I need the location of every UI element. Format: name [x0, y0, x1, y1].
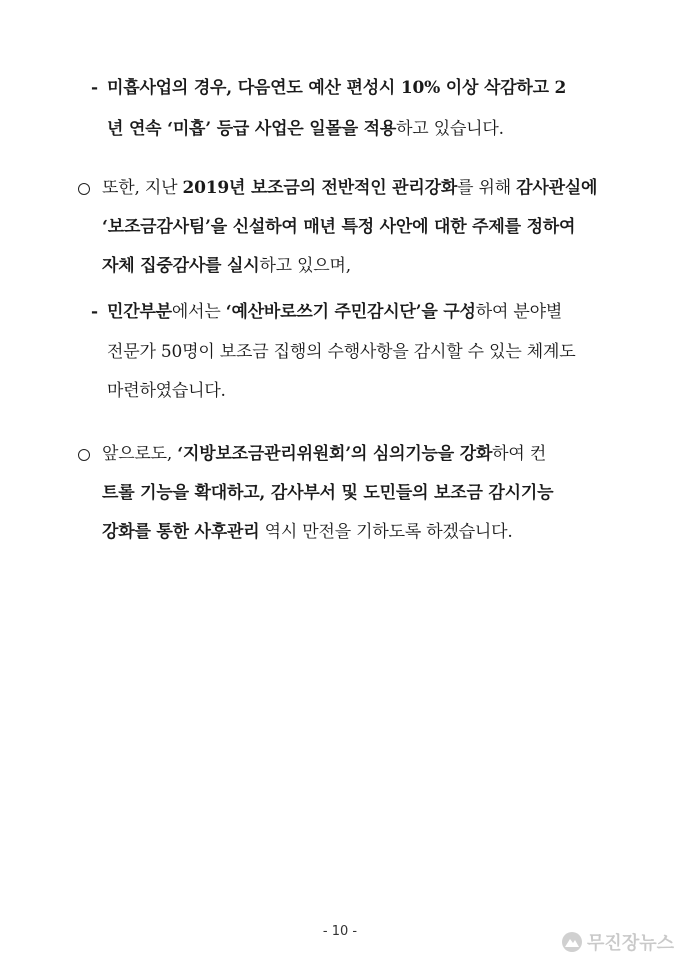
para3-line3 [107, 380, 226, 402]
page-number: - 10 - [322, 924, 358, 939]
para4-line1 [102, 443, 546, 465]
para2-line3 [102, 255, 351, 277]
text-run: 앞으로도, [102, 444, 178, 464]
text-run: 에서는 [171, 302, 226, 322]
text-run: 하고 있으며, [259, 256, 351, 276]
circle-bullet-icon [78, 449, 90, 461]
text-run: ‘예산바로쓰기 주민감시단’을 구성 [225, 302, 476, 322]
text-run: 민간부분 [107, 302, 172, 322]
para3-line1 [107, 301, 562, 323]
text-run: 또한, 지난 [102, 178, 183, 198]
mountain-logo-icon [561, 931, 583, 953]
para4-line2 [102, 482, 553, 504]
para1-line1 [107, 77, 566, 99]
text-run: 하여 분야별 [475, 302, 563, 322]
text-run: 하여 컨 [492, 444, 547, 464]
text-run: 전문가 50명이 보조금 집행의 수행사항을 감시할 수 있는 체계도 [107, 342, 576, 362]
text-run: 자체 집중감사를 실시 [102, 256, 260, 276]
text-run: 마련하였습니다. [107, 381, 226, 401]
text-run: 하고 있습니다. [396, 119, 504, 139]
watermark-text: 무진장뉴스 [587, 933, 674, 954]
para3-line2 [107, 341, 575, 363]
text-run: ‘보조금감사팀’을 신설하여 매년 특정 사안에 대한 주제를 정하여 [102, 217, 576, 237]
para4-line3 [102, 521, 513, 543]
watermark [561, 928, 674, 956]
text-run: 감사관실에 [516, 178, 598, 198]
para2-line2 [102, 216, 575, 238]
dash-bullet: - [91, 78, 99, 98]
circle-bullet-icon [78, 183, 90, 195]
para2-line1 [102, 177, 597, 199]
text-run: 2019년 보조금의 전반적인 관리강화 [182, 178, 458, 198]
text-run: 미흡사업의 경우, 다음연도 예산 편성시 10% 이상 삭감하고 2 [107, 78, 567, 98]
dash-bullet: - [91, 302, 99, 322]
para1-line2 [107, 118, 504, 140]
text-run: ‘지방보조금관리위원회’의 심의기능을 강화 [177, 444, 493, 464]
text-run: 강화를 통한 사후관리 [102, 522, 260, 542]
text-run: 년 연속 ‘미흡’ 등급 사업은 일몰을 적용 [107, 119, 397, 139]
text-run: 를 위해 [457, 178, 517, 198]
text-run: 역시 만전을 기하도록 하겠습니다. [259, 522, 513, 542]
text-run: 트롤 기능을 확대하고, 감사부서 및 도민들의 보조금 감시기능 [102, 483, 554, 503]
